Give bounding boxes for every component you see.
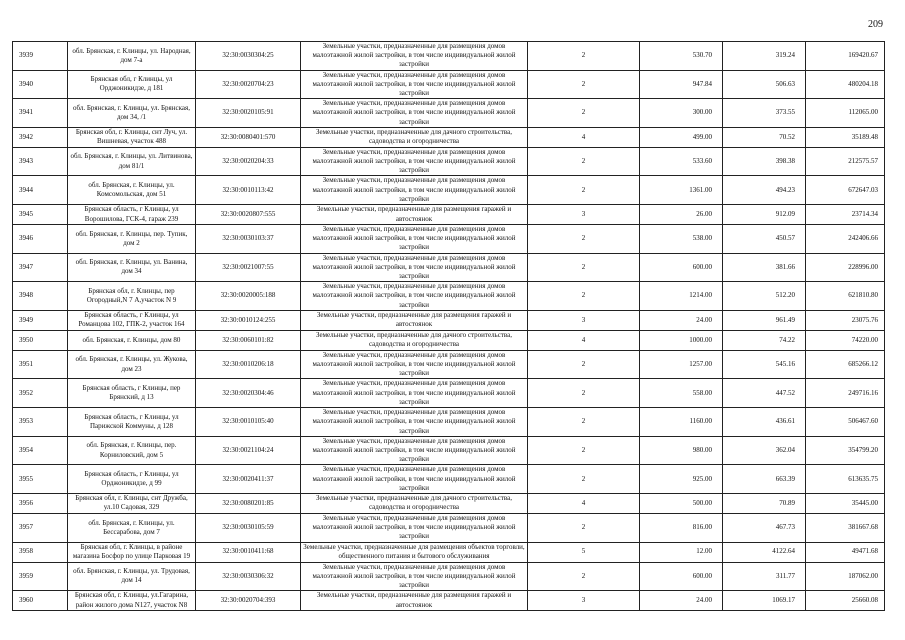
cadastral-value-cell: 381667.68 [806,513,885,542]
row-number-cell: 3952 [13,379,68,408]
row-number-cell: 3960 [13,591,68,611]
table-row [13,591,885,611]
land-use-cell: Земельные участки, предназначенные для размещения домов малоэтажной жилой застройки, в том числе индивидуальной жилой застройки [301,70,528,99]
land-use-cell: Земельные участки, предназначенные для размещения домов малоэтажной жилой застройки, в том числе индивидуальной жилой застройки [301,42,528,71]
address-cell: обл. Брянская, г. Клинцы, пер. Корниловский, дом 5 [68,436,196,465]
table-row [13,310,885,330]
row-number-cell: 3947 [13,253,68,282]
row-number-cell: 3941 [13,99,68,128]
cadastral-value-cell: 480204.18 [806,70,885,99]
area-cell: 533.60 [640,147,723,176]
group-cell: 2 [528,176,640,205]
land-use-cell: Земельные участки, предназначенные для размещения объектов торговли, общественного питания и бытового обслуживания [301,542,528,562]
land-parcel-table [12,41,885,611]
cadastral-number-cell: 32:30:0010124:255 [196,310,301,330]
address-cell: обл. Брянская, г. Клинцы, ул. Ванина, дом 34 [68,253,196,282]
specific-value-cell: 494.23 [723,176,806,205]
area-cell: 947.84 [640,70,723,99]
specific-value-cell: 450.57 [723,225,806,254]
land-use-cell: Земельные участки, предназначенные для размещения гаражей и автостоянок [301,591,528,611]
specific-value-cell: 912.09 [723,205,806,225]
land-use-cell: Земельные участки, предназначенные для размещения домов малоэтажной жилой застройки, в том числе индивидуальной жилой застройки [301,379,528,408]
address-cell: Брянская область, г Клинцы, ул Орджоникидзе, д 99 [68,465,196,494]
address-cell: Брянская обл, г. Клинцы, снт Луч, ул. Вишневая, участок 488 [68,127,196,147]
land-use-cell: Земельные участки, предназначенные для дачного строительства, садоводства и огородничества [301,493,528,513]
group-cell: 2 [528,436,640,465]
row-number-cell: 3945 [13,205,68,225]
specific-value-cell: 70.89 [723,493,806,513]
specific-value-cell: 319.24 [723,42,806,71]
address-cell: Брянская обл, г. Клинцы, снт Дружба, ул.10 Садовая, 329 [68,493,196,513]
area-cell: 1160.00 [640,408,723,437]
table-row [13,70,885,99]
area-cell: 980.00 [640,436,723,465]
specific-value-cell: 381.66 [723,253,806,282]
row-number-cell: 3940 [13,70,68,99]
specific-value-cell: 1069.17 [723,591,806,611]
specific-value-cell: 447.52 [723,379,806,408]
group-cell: 2 [528,253,640,282]
table-body [13,42,885,611]
row-number-cell: 3939 [13,42,68,71]
specific-value-cell: 362.04 [723,436,806,465]
group-cell: 4 [528,330,640,350]
cadastral-number-cell: 32:30:0080201:85 [196,493,301,513]
specific-value-cell: 467.73 [723,513,806,542]
group-cell: 2 [528,99,640,128]
table-row [13,147,885,176]
specific-value-cell: 373.55 [723,99,806,128]
area-cell: 26.00 [640,205,723,225]
address-cell: Брянская обл, г Клинцы, ул Орджоникидзе, д 181 [68,70,196,99]
table-row [13,379,885,408]
group-cell: 3 [528,591,640,611]
cadastral-value-cell: 23714.34 [806,205,885,225]
group-cell: 5 [528,542,640,562]
specific-value-cell: 436.61 [723,408,806,437]
table-row [13,253,885,282]
address-cell: Брянская область, г Клинцы, ул Ворошилова, ГСК-4, гараж 239 [68,205,196,225]
area-cell: 925.00 [640,465,723,494]
address-cell: обл. Брянская, г. Клинцы, ул. Трудовая, дом 14 [68,562,196,591]
cadastral-number-cell: 32:30:0021104:24 [196,436,301,465]
land-use-cell: Земельные участки, предназначенные для размещения гаражей и автостоянок [301,310,528,330]
address-cell: обл. Брянская, г. Клинцы, ул. Литвинова, дом 81/1 [68,147,196,176]
cadastral-number-cell: 32:30:0020005:188 [196,282,301,311]
group-cell: 2 [528,147,640,176]
table-row [13,493,885,513]
table-row [13,542,885,562]
row-number-cell: 3948 [13,282,68,311]
land-use-cell: Земельные участки, предназначенные для размещения домов малоэтажной жилой застройки, в том числе индивидуальной жилой застройки [301,176,528,205]
group-cell: 2 [528,465,640,494]
group-cell: 2 [528,562,640,591]
area-cell: 600.00 [640,562,723,591]
area-cell: 12.00 [640,542,723,562]
area-cell: 558.00 [640,379,723,408]
area-cell: 24.00 [640,591,723,611]
cadastral-value-cell: 49471.68 [806,542,885,562]
cadastral-number-cell: 32:30:0080401:570 [196,127,301,147]
area-cell: 600.00 [640,253,723,282]
land-use-cell: Земельные участки, предназначенные для дачного строительства, садоводства и огородничества [301,330,528,350]
address-cell: Брянская область, г Клинцы, пер Брянский, д 13 [68,379,196,408]
address-cell: обл. Брянская, г. Клинцы, ул. Комсомольская, дом 51 [68,176,196,205]
specific-value-cell: 663.39 [723,465,806,494]
cadastral-number-cell: 32:30:0030103:37 [196,225,301,254]
table-row [13,436,885,465]
cadastral-value-cell: 35445.00 [806,493,885,513]
specific-value-cell: 545.16 [723,350,806,379]
table-row [13,127,885,147]
area-cell: 530.70 [640,42,723,71]
specific-value-cell: 311.77 [723,562,806,591]
land-use-cell: Земельные участки, предназначенные для размещения домов малоэтажной жилой застройки, в том числе индивидуальной жилой застройки [301,562,528,591]
land-use-cell: Земельные участки, предназначенные для размещения домов малоэтажной жилой застройки, в том числе индивидуальной жилой застройки [301,350,528,379]
cadastral-number-cell: 32:30:0030105:59 [196,513,301,542]
table-row [13,513,885,542]
cadastral-value-cell: 242406.66 [806,225,885,254]
specific-value-cell: 506.63 [723,70,806,99]
cadastral-value-cell: 35189.48 [806,127,885,147]
land-use-cell: Земельные участки, предназначенные для размещения домов малоэтажной жилой застройки, в том числе индивидуальной жилой застройки [301,253,528,282]
row-number-cell: 3953 [13,408,68,437]
cadastral-value-cell: 25660.08 [806,591,885,611]
area-cell: 300.00 [640,99,723,128]
area-cell: 1361.00 [640,176,723,205]
cadastral-value-cell: 249716.16 [806,379,885,408]
table-row [13,99,885,128]
cadastral-value-cell: 228996.00 [806,253,885,282]
group-cell: 2 [528,513,640,542]
row-number-cell: 3950 [13,330,68,350]
cadastral-number-cell: 32:30:0020704:393 [196,591,301,611]
cadastral-value-cell: 74220.00 [806,330,885,350]
table-row [13,282,885,311]
group-cell: 2 [528,282,640,311]
cadastral-number-cell: 32:30:0020807:555 [196,205,301,225]
table-row [13,225,885,254]
cadastral-value-cell: 685266.12 [806,350,885,379]
area-cell: 538.00 [640,225,723,254]
cadastral-value-cell: 621810.80 [806,282,885,311]
cadastral-number-cell: 32:30:0020411:37 [196,465,301,494]
area-cell: 24.00 [640,310,723,330]
group-cell: 2 [528,225,640,254]
land-use-cell: Земельные участки, предназначенные для размещения домов малоэтажной жилой застройки, в том числе индивидуальной жилой застройки [301,513,528,542]
area-cell: 499.00 [640,127,723,147]
land-use-cell: Земельные участки, предназначенные для размещения домов малоэтажной жилой застройки, в том числе индивидуальной жилой застройки [301,465,528,494]
row-number-cell: 3946 [13,225,68,254]
row-number-cell: 3949 [13,310,68,330]
area-cell: 1214.00 [640,282,723,311]
row-number-cell: 3958 [13,542,68,562]
group-cell: 2 [528,42,640,71]
row-number-cell: 3951 [13,350,68,379]
specific-value-cell: 74.22 [723,330,806,350]
cadastral-number-cell: 32:30:0060101:82 [196,330,301,350]
area-cell: 1000.00 [640,330,723,350]
address-cell: обл. Брянская, г. Клинцы, ул. Брянская, дом 34, /1 [68,99,196,128]
area-cell: 816.00 [640,513,723,542]
land-use-cell: Земельные участки, предназначенные для размещения домов малоэтажной жилой застройки, в том числе индивидуальной жилой застройки [301,408,528,437]
cadastral-number-cell: 32:30:0010105:40 [196,408,301,437]
table-row [13,350,885,379]
address-cell: Брянская обл, г. Клинцы, ул.Гагарина, район жилого дома N127, участок N8 [68,591,196,611]
table-row [13,205,885,225]
page-number: 209 [868,19,883,30]
specific-value-cell: 961.49 [723,310,806,330]
cadastral-number-cell: 32:30:0010113:42 [196,176,301,205]
cadastral-number-cell: 32:30:0010206:18 [196,350,301,379]
table-row [13,42,885,71]
table-row [13,465,885,494]
group-cell: 2 [528,350,640,379]
table-row [13,176,885,205]
specific-value-cell: 398.38 [723,147,806,176]
address-cell: Брянская область, г Клинцы, ул Романцова 102, ГПК-2, участок 164 [68,310,196,330]
address-cell: Брянская обл, г. Клинцы, в районе магазина Босфор по улице Парковая 19 [68,542,196,562]
land-use-cell: Земельные участки, предназначенные для дачного строительства, садоводства и огородничества [301,127,528,147]
row-number-cell: 3959 [13,562,68,591]
group-cell: 2 [528,379,640,408]
row-number-cell: 3942 [13,127,68,147]
group-cell: 3 [528,205,640,225]
table-row [13,562,885,591]
address-cell: Брянская обл, г. Клинцы, пер Огородный,N 7 А,участок N 9 [68,282,196,311]
cadastral-number-cell: 32:30:0030306:32 [196,562,301,591]
land-use-cell: Земельные участки, предназначенные для размещения домов малоэтажной жилой застройки, в том числе индивидуальной жилой застройки [301,147,528,176]
cadastral-number-cell: 32:30:0020304:46 [196,379,301,408]
cadastral-number-cell: 32:30:0020704:23 [196,70,301,99]
land-use-cell: Земельные участки, предназначенные для размещения гаражей и автостоянок [301,205,528,225]
cadastral-value-cell: 212575.57 [806,147,885,176]
cadastral-value-cell: 672647.03 [806,176,885,205]
address-cell: обл. Брянская, г. Клинцы, дом 80 [68,330,196,350]
cadastral-number-cell: 32:30:0020105:91 [196,99,301,128]
cadastral-value-cell: 169420.67 [806,42,885,71]
cadastral-number-cell: 32:30:0030304:25 [196,42,301,71]
cadastral-value-cell: 613635.75 [806,465,885,494]
area-cell: 1257.00 [640,350,723,379]
table-row [13,408,885,437]
cadastral-value-cell: 354799.20 [806,436,885,465]
cadastral-value-cell: 23075.76 [806,310,885,330]
row-number-cell: 3955 [13,465,68,494]
specific-value-cell: 512.20 [723,282,806,311]
cadastral-number-cell: 32:30:0010411:68 [196,542,301,562]
area-cell: 500.00 [640,493,723,513]
address-cell: обл. Брянская, г. Клинцы, ул. Народная, дом 7-а [68,42,196,71]
group-cell: 4 [528,127,640,147]
land-use-cell: Земельные участки, предназначенные для размещения домов малоэтажной жилой застройки, в том числе индивидуальной жилой застройки [301,99,528,128]
row-number-cell: 3944 [13,176,68,205]
group-cell: 3 [528,310,640,330]
cadastral-number-cell: 32:30:0021007:55 [196,253,301,282]
group-cell: 2 [528,70,640,99]
row-number-cell: 3956 [13,493,68,513]
cadastral-value-cell: 506467.60 [806,408,885,437]
address-cell: обл. Брянская, г. Клинцы, ул. Бессарабова, дом 7 [68,513,196,542]
land-use-cell: Земельные участки, предназначенные для размещения домов малоэтажной жилой застройки, в том числе индивидуальной жилой застройки [301,436,528,465]
address-cell: Брянская область, г Клинцы, ул Парижской Коммуны, д 128 [68,408,196,437]
row-number-cell: 3943 [13,147,68,176]
land-use-cell: Земельные участки, предназначенные для размещения домов малоэтажной жилой застройки, в том числе индивидуальной жилой застройки [301,225,528,254]
group-cell: 4 [528,493,640,513]
row-number-cell: 3957 [13,513,68,542]
group-cell: 2 [528,408,640,437]
cadastral-value-cell: 187062.00 [806,562,885,591]
specific-value-cell: 4122.64 [723,542,806,562]
row-number-cell: 3954 [13,436,68,465]
table-row [13,330,885,350]
address-cell: обл. Брянская, г. Клинцы, ул. Жукова, дом 23 [68,350,196,379]
cadastral-number-cell: 32:30:0020204:33 [196,147,301,176]
cadastral-value-cell: 112065.00 [806,99,885,128]
address-cell: обл. Брянская, г. Клинцы, пер. Тупик, дом 2 [68,225,196,254]
specific-value-cell: 70.52 [723,127,806,147]
land-use-cell: Земельные участки, предназначенные для размещения домов малоэтажной жилой застройки, в том числе индивидуальной жилой застройки [301,282,528,311]
